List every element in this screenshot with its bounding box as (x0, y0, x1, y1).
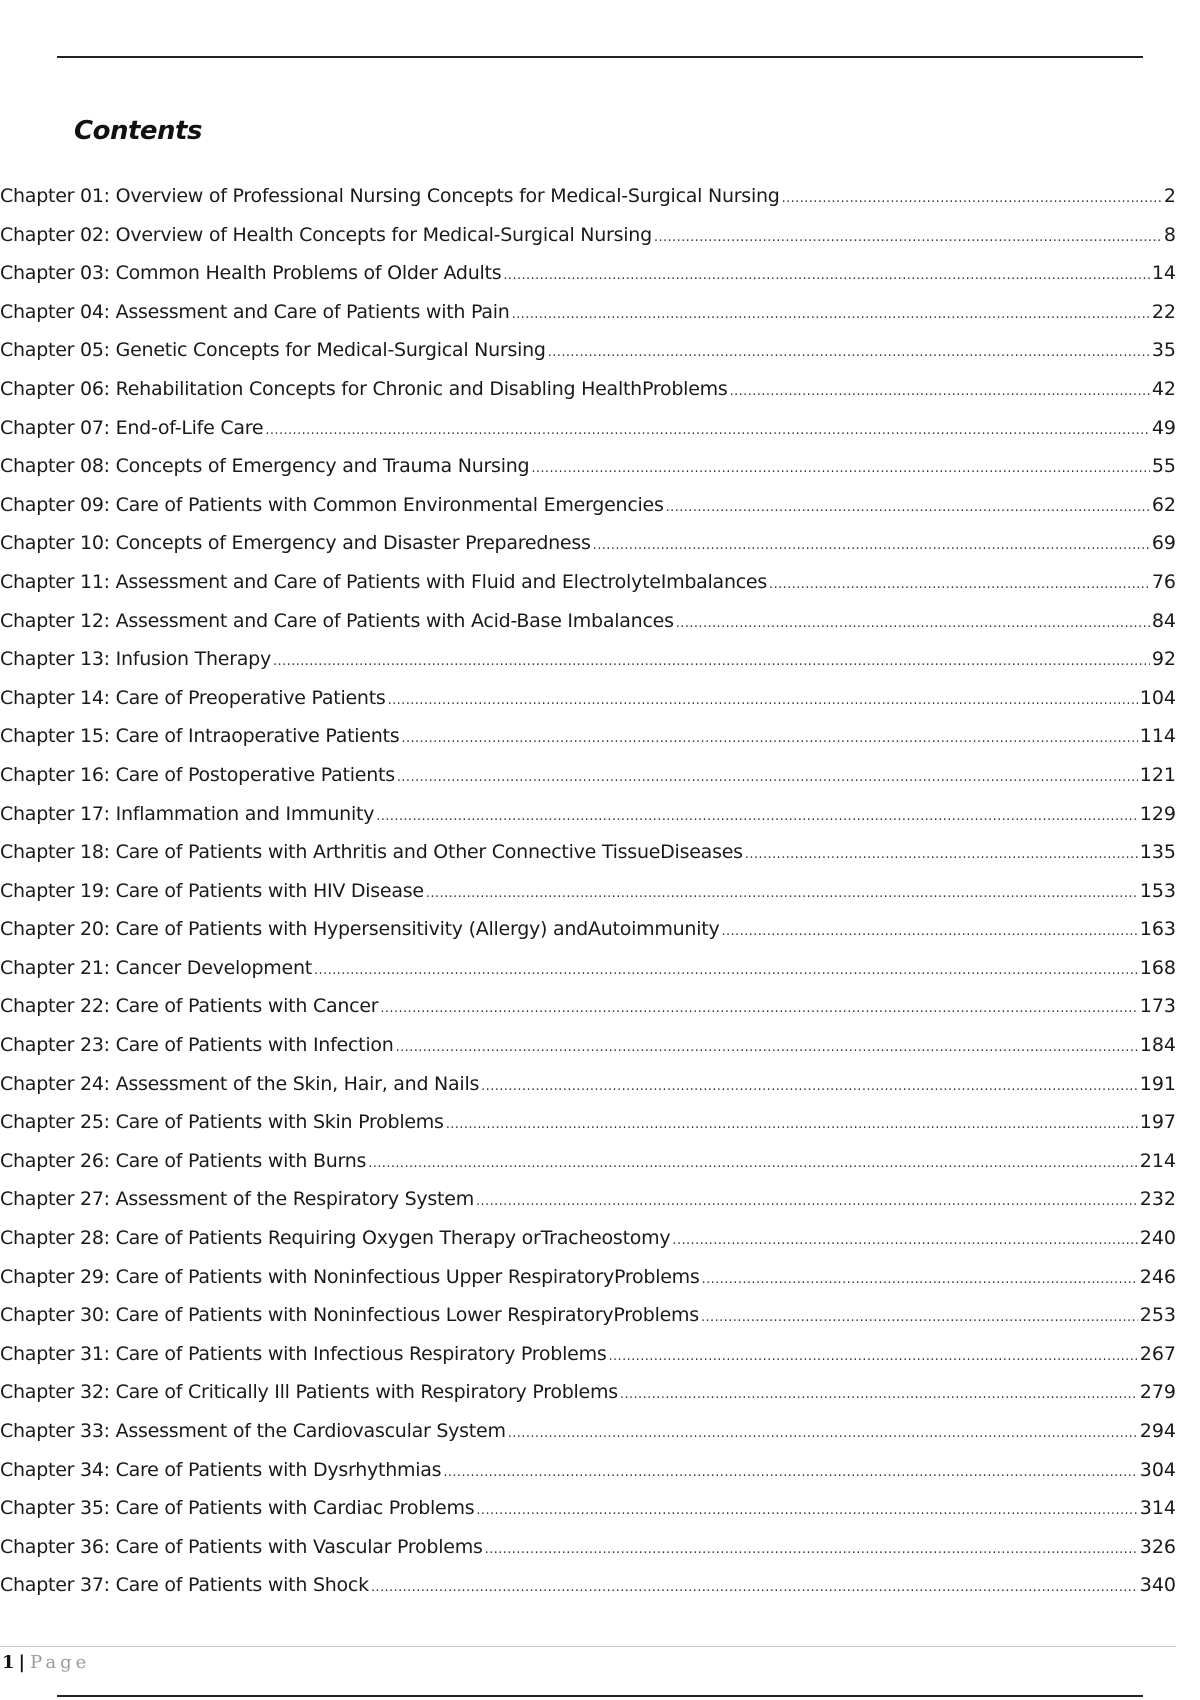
toc-entry[interactable] (0, 370, 1176, 409)
toc-entry-page-number: 114 (1139, 725, 1176, 748)
toc-entry[interactable] (0, 679, 1176, 718)
toc-entry[interactable] (0, 1528, 1176, 1567)
toc-entry-page-number: 129 (1139, 802, 1176, 825)
header-rule (57, 56, 1143, 58)
toc-entry[interactable] (0, 756, 1176, 795)
toc-dot-leader (401, 717, 1137, 759)
toc-entry[interactable] (0, 717, 1176, 756)
toc-entry-title: Chapter 03: Common Health Problems of Older Adults (0, 262, 502, 285)
toc-entry-page-number: 35 (1151, 339, 1176, 362)
toc-entry-title: Chapter 09: Care of Patients with Common Environmental Emergencies (0, 493, 664, 516)
toc-entry-page-number: 168 (1139, 956, 1176, 979)
toc-dot-leader (481, 1065, 1138, 1107)
toc-entry-title: Chapter 24: Assessment of the Skin, Hair, and Nails (0, 1072, 480, 1095)
toc-entry[interactable] (0, 1258, 1176, 1297)
toc-entry-page-number: 8 (1163, 223, 1176, 246)
toc-entry[interactable] (0, 1103, 1176, 1142)
toc-entry-title: Chapter 26: Care of Patients with Burns (0, 1149, 367, 1172)
toc-entry-page-number: 304 (1139, 1458, 1176, 1481)
toc-entry-title: Chapter 02: Overview of Health Concepts for Medical-Surgical Nursing (0, 223, 652, 246)
toc-entry-page-number: 22 (1151, 300, 1176, 323)
toc-entry[interactable] (0, 1335, 1176, 1374)
toc-dot-leader (654, 216, 1162, 258)
toc-entry[interactable] (0, 1026, 1176, 1065)
toc-entry-page-number: 279 (1139, 1381, 1176, 1404)
toc-dot-leader (676, 602, 1150, 644)
toc-entry-page-number: 121 (1139, 763, 1176, 786)
toc-dot-leader (371, 1566, 1138, 1608)
toc-entry[interactable] (0, 910, 1176, 949)
toc-entry-page-number: 76 (1151, 570, 1176, 593)
toc-dot-leader (376, 795, 1138, 837)
toc-entry-title: Chapter 33: Assessment of the Cardiovascular System (0, 1420, 506, 1442)
toc-dot-leader (388, 679, 1138, 721)
toc-entry-page-number: 55 (1151, 455, 1176, 478)
toc-entry[interactable] (0, 872, 1176, 911)
toc-dot-leader (782, 177, 1162, 219)
toc-dot-leader (443, 1451, 1137, 1493)
toc-dot-leader (769, 563, 1150, 605)
toc-entry-title: Chapter 07: End-of-Life Care (0, 416, 264, 439)
toc-entry-page-number: 163 (1139, 918, 1176, 941)
toc-entry-title: Chapter 21: Cancer Development (0, 956, 312, 979)
toc-dot-leader (396, 1026, 1138, 1068)
toc-dot-leader (701, 1296, 1138, 1338)
toc-entry-title: Chapter 30: Care of Patients with Noninfectious Lower RespiratoryProblems (0, 1304, 699, 1327)
toc-entry-title: Chapter 11: Assessment and Care of Patients with Fluid and ElectrolyteImbalances (0, 570, 768, 593)
toc-entry-page-number: 314 (1139, 1497, 1176, 1520)
toc-dot-leader (702, 1258, 1138, 1300)
toc-dot-leader (397, 756, 1138, 798)
toc-entry-page-number: 69 (1151, 532, 1176, 555)
toc-entry-title: Chapter 14: Care of Preoperative Patients (0, 686, 386, 709)
toc-dot-leader (508, 1412, 1138, 1454)
footer-separator: | (18, 1652, 26, 1673)
toc-entry[interactable] (0, 1142, 1176, 1181)
toc-entry-page-number: 326 (1139, 1535, 1176, 1558)
toc-entry[interactable] (0, 447, 1176, 486)
toc-dot-leader (548, 331, 1150, 373)
contents-heading: Contents (74, 116, 202, 146)
toc-entry-page-number: 62 (1151, 493, 1176, 516)
footer-page-label: Page (30, 1652, 91, 1673)
toc-dot-leader (485, 1528, 1138, 1570)
toc-entry[interactable] (0, 1219, 1176, 1258)
toc-entry-title: Chapter 23: Care of Patients with Infection (0, 1034, 394, 1057)
toc-entry[interactable] (0, 293, 1176, 332)
toc-entry-title: Chapter 34: Care of Patients with Dysrhythmias (0, 1458, 442, 1481)
toc-entry[interactable] (0, 1373, 1176, 1412)
toc-entry[interactable] (0, 949, 1176, 988)
toc-dot-leader (476, 1489, 1137, 1531)
toc-entry-title: Chapter 18: Care of Patients with Arthritis and Other Connective TissueDiseases (0, 841, 743, 864)
table-of-contents (0, 177, 1176, 1605)
toc-entry-page-number: 184 (1139, 1034, 1176, 1057)
toc-dot-leader (503, 254, 1149, 296)
toc-dot-leader (531, 447, 1149, 489)
toc-dot-leader (426, 872, 1138, 914)
toc-entry[interactable] (0, 640, 1176, 679)
toc-entry-page-number: 240 (1139, 1227, 1176, 1250)
toc-dot-leader (273, 640, 1150, 682)
toc-entry-title: Chapter 08: Concepts of Emergency and Trauma Nursing (0, 455, 530, 478)
toc-entry-title: Chapter 15: Care of Intraoperative Patients (0, 725, 400, 748)
toc-entry[interactable] (0, 602, 1176, 641)
toc-dot-leader (620, 1373, 1138, 1415)
toc-entry-page-number: 232 (1139, 1188, 1176, 1211)
toc-entry-page-number: 214 (1139, 1149, 1176, 1172)
toc-entry-page-number: 135 (1139, 841, 1176, 864)
toc-entry-page-number: 246 (1139, 1265, 1176, 1288)
toc-entry-title: Chapter 01: Overview of Professional Nursing Concepts for Medical-Surgical Nursing (0, 185, 780, 207)
bottom-rule (57, 1695, 1143, 1697)
footer-rule (0, 1646, 1176, 1647)
toc-entry-title: Chapter 06: Rehabilitation Concepts for Chronic and Disabling HealthProblems (0, 377, 728, 400)
toc-dot-leader (666, 486, 1150, 528)
toc-entry[interactable] (0, 524, 1176, 563)
toc-entry-title: Chapter 05: Genetic Concepts for Medical-Surgical Nursing (0, 339, 546, 362)
toc-entry[interactable] (0, 1566, 1176, 1605)
toc-entry[interactable] (0, 254, 1176, 293)
toc-entry-title: Chapter 31: Care of Patients with Infectious Respiratory Problems (0, 1342, 607, 1365)
toc-entry-title: Chapter 16: Care of Postoperative Patients (0, 763, 395, 786)
toc-entry-title: Chapter 10: Concepts of Emergency and Disaster Preparedness (0, 532, 591, 555)
toc-entry-title: Chapter 25: Care of Patients with Skin Problems (0, 1111, 444, 1134)
toc-entry-title: Chapter 22: Care of Patients with Cancer (0, 995, 379, 1018)
toc-entry[interactable] (0, 216, 1176, 255)
toc-entry[interactable] (0, 486, 1176, 525)
toc-entry[interactable] (0, 987, 1176, 1026)
toc-entry[interactable] (0, 563, 1176, 602)
toc-entry[interactable] (0, 1489, 1176, 1528)
toc-entry[interactable] (0, 409, 1176, 448)
toc-entry-page-number: 104 (1139, 686, 1176, 709)
toc-entry-page-number: 49 (1151, 416, 1176, 439)
toc-entry-page-number: 191 (1139, 1072, 1176, 1095)
toc-entry-title: Chapter 20: Care of Patients with Hypersensitivity (Allergy) andAutoimmunity (0, 918, 720, 941)
toc-entry[interactable] (0, 1065, 1176, 1104)
toc-entry[interactable] (0, 833, 1176, 872)
toc-dot-leader (512, 293, 1150, 335)
toc-entry-page-number: 253 (1139, 1304, 1176, 1327)
toc-dot-leader (446, 1103, 1138, 1145)
toc-dot-leader (593, 524, 1150, 566)
toc-entry-page-number: 294 (1139, 1420, 1176, 1442)
footer-page-number: 1 (2, 1652, 15, 1673)
toc-entry[interactable] (0, 1451, 1176, 1490)
toc-entry[interactable] (0, 331, 1176, 370)
toc-entry-page-number: 14 (1151, 262, 1176, 285)
toc-entry[interactable] (0, 177, 1176, 216)
toc-entry-page-number: 2 (1163, 185, 1176, 207)
toc-entry-title: Chapter 37: Care of Patients with Shock (0, 1574, 369, 1597)
toc-dot-leader (730, 370, 1150, 412)
toc-entry-page-number: 340 (1139, 1574, 1176, 1597)
toc-entry-title: Chapter 19: Care of Patients with HIV Disease (0, 879, 424, 902)
toc-entry-page-number: 92 (1151, 648, 1176, 671)
toc-entry-page-number: 267 (1139, 1342, 1176, 1365)
toc-entry[interactable] (0, 1180, 1176, 1219)
toc-entry-title: Chapter 35: Care of Patients with Cardiac Problems (0, 1497, 475, 1520)
toc-dot-leader (314, 949, 1138, 991)
toc-entry-title: Chapter 27: Assessment of the Respiratory System (0, 1188, 474, 1211)
toc-dot-leader (745, 833, 1138, 875)
toc-entry[interactable] (0, 795, 1176, 834)
toc-entry-title: Chapter 28: Care of Patients Requiring Oxygen Therapy orTracheostomy (0, 1227, 671, 1250)
toc-entry-page-number: 84 (1151, 609, 1176, 632)
toc-entry[interactable] (0, 1412, 1176, 1451)
toc-entry-title: Chapter 17: Inflammation and Immunity (0, 802, 375, 825)
toc-entry-title: Chapter 36: Care of Patients with Vascular Problems (0, 1535, 483, 1558)
toc-dot-leader (380, 987, 1137, 1029)
toc-entry-title: Chapter 12: Assessment and Care of Patients with Acid-Base Imbalances (0, 609, 674, 632)
toc-dot-leader (608, 1335, 1137, 1377)
toc-dot-leader (476, 1180, 1138, 1222)
toc-dot-leader (721, 910, 1137, 952)
toc-entry-page-number: 42 (1151, 377, 1176, 400)
toc-entry-title: Chapter 32: Care of Critically Ill Patients with Respiratory Problems (0, 1381, 618, 1404)
toc-dot-leader (672, 1219, 1137, 1261)
toc-entry-title: Chapter 29: Care of Patients with Noninfectious Upper RespiratoryProblems (0, 1265, 700, 1288)
toc-entry-page-number: 153 (1139, 879, 1176, 902)
toc-entry[interactable] (0, 1296, 1176, 1335)
toc-entry-page-number: 197 (1139, 1111, 1176, 1134)
toc-entry-title: Chapter 04: Assessment and Care of Patients with Pain (0, 300, 510, 323)
toc-dot-leader (265, 409, 1149, 451)
toc-dot-leader (368, 1142, 1138, 1184)
toc-entry-page-number: 173 (1139, 995, 1176, 1018)
toc-entry-title: Chapter 13: Infusion Therapy (0, 648, 271, 671)
page-footer (2, 1652, 90, 1673)
